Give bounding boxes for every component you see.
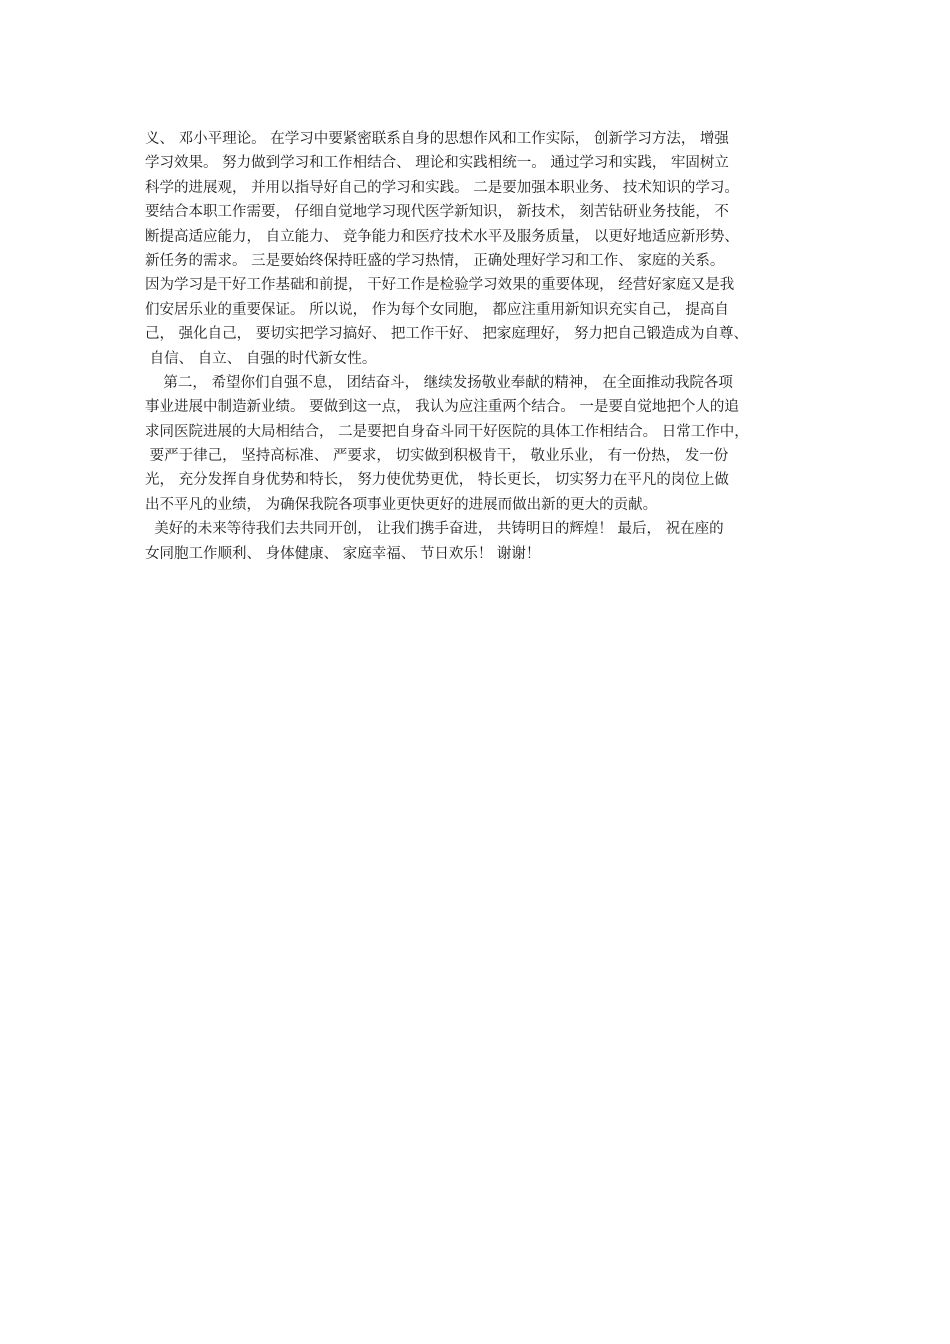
text-line: 出不平凡的业绩， 为确保我院各项事业更快更好的进展而做出新的更大的贡献。 <box>145 496 658 513</box>
body-text <box>145 127 835 566</box>
text-line: 义、 邓小平理论。 在学习中要紧密联系自身的思想作风和工作实际， 创新学习方法， 增强 <box>145 131 729 147</box>
text-line: 因为学习是干好工作基础和前提， 干好工作是检验学习效果的重要体现， 经营好家庭又是我 <box>145 277 735 294</box>
text-line: 要严于律己， 坚持高标准、 严要求， 切实做到积极肯干， 敬业乐业， 有一份热， 发一份 <box>145 448 729 465</box>
text-line: 新任务的需求。 三是要始终保持旺盛的学习热情， 正确处理好学习和工作、 家庭的关系。 <box>145 252 725 269</box>
text-line: 要结合本职工作需要， 仔细自觉地学习现代医学新知识， 新技术， 刻苦钻研业务技能， 不 <box>145 204 729 221</box>
text-line: 自信、 自立、 自强的时代新女性。 <box>145 350 377 367</box>
text-line: 第二， 希望你们自强不息， 团结奋斗， 继续发扬敬业奉献的精神， 在全面推动我院各项 <box>145 374 733 391</box>
text-line: 美好的未来等待我们去共同开创， 让我们携手奋进， 共铸明日的辉煌！ 最后， 祝在座的 <box>145 521 724 538</box>
text-line: 己， 强化自己， 要切实把学习搞好、 把工作干好、 把家庭理好， 努力把自己锻造成为自尊、 <box>145 326 749 343</box>
text-line: 女同胞工作顺利、 身体健康、 家庭幸福、 节日欢乐！ 谢谢！ <box>145 545 541 562</box>
text-line: 断提高适应能力， 自立能力、 竞争能力和医疗技术水平及服务质量， 以更好地适应新形势、 <box>145 228 739 245</box>
text-line: 光， 充分发挥自身优势和特长， 努力使优势更优， 特长更长， 切实努力在平凡的岗位上做 <box>145 472 729 489</box>
text-line: 科学的进展观， 并用以指导好自己的学习和实践。 二是要加强本职业务、 技术知识的学习。 <box>145 179 739 196</box>
text-line: 事业进展中制造新业绩。 要做到这一点， 我认为应注重两个结合。 一是要自觉地把个人的追 <box>145 399 739 416</box>
text-line: 们安居乐业的重要保证。 所以说， 作为每个女同胞， 都应注重用新知识充实自己， 提高自 <box>145 301 729 318</box>
text-line: 求同医院进展的大局相结合， 二是要把自身奋斗同干好医院的具体工作相结合。 日常工作中， <box>145 423 749 440</box>
text-line: 学习效果。 努力做到学习和工作相结合、 理论和实践相统一。 通过学习和实践， 牢固树立 <box>145 155 729 172</box>
